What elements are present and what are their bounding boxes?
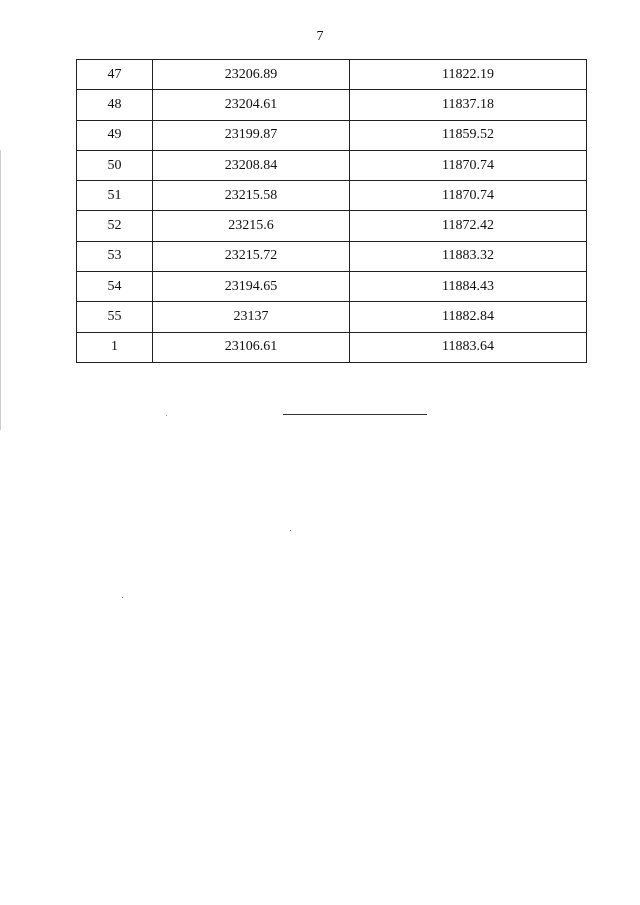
y-coordinate-cell: 11870.74: [350, 150, 587, 180]
x-coordinate-cell: 23206.89: [153, 60, 350, 90]
table-row: [77, 241, 587, 271]
x-coordinate-cell: 23204.61: [153, 90, 350, 120]
point-number-cell: 50: [77, 150, 153, 180]
table-row: [77, 150, 587, 180]
point-number-cell: 53: [77, 241, 153, 271]
table-row: [77, 181, 587, 211]
x-coordinate-cell: 23199.87: [153, 120, 350, 150]
scan-speck: [290, 530, 291, 531]
page-number: 7: [316, 29, 324, 44]
scan-speck: [166, 415, 167, 416]
x-coordinate-cell: 23215.58: [153, 181, 350, 211]
point-number-cell: 47: [77, 60, 153, 90]
table-row: [77, 90, 587, 120]
y-coordinate-cell: 11872.42: [350, 211, 587, 241]
table-row: [77, 332, 587, 362]
x-coordinate-cell: 23106.61: [153, 332, 350, 362]
table-row: [77, 120, 587, 150]
y-coordinate-cell: 11837.18: [350, 90, 587, 120]
y-coordinate-cell: 11859.52: [350, 120, 587, 150]
x-coordinate-cell: 23194.65: [153, 272, 350, 302]
point-number-cell: 48: [77, 90, 153, 120]
scan-edge-mark: [0, 150, 1, 430]
point-number-cell: 54: [77, 272, 153, 302]
point-number-cell: 51: [77, 181, 153, 211]
point-number-cell: 52: [77, 211, 153, 241]
y-coordinate-cell: 11883.32: [350, 241, 587, 271]
x-coordinate-cell: 23215.72: [153, 241, 350, 271]
table-row: [77, 211, 587, 241]
point-number-cell: 55: [77, 302, 153, 332]
coordinates-table: [76, 59, 587, 363]
x-coordinate-cell: 23215.6: [153, 211, 350, 241]
scan-speck: [122, 597, 123, 598]
y-coordinate-cell: 11882.84: [350, 302, 587, 332]
y-coordinate-cell: 11884.43: [350, 272, 587, 302]
y-coordinate-cell: 11883.64: [350, 332, 587, 362]
table-row: [77, 60, 587, 90]
end-of-document-rule: [283, 414, 427, 415]
table-row: [77, 272, 587, 302]
y-coordinate-cell: 11870.74: [350, 181, 587, 211]
x-coordinate-cell: 23137: [153, 302, 350, 332]
table-row: [77, 302, 587, 332]
x-coordinate-cell: 23208.84: [153, 150, 350, 180]
point-number-cell: 49: [77, 120, 153, 150]
y-coordinate-cell: 11822.19: [350, 60, 587, 90]
point-number-cell: 1: [77, 332, 153, 362]
